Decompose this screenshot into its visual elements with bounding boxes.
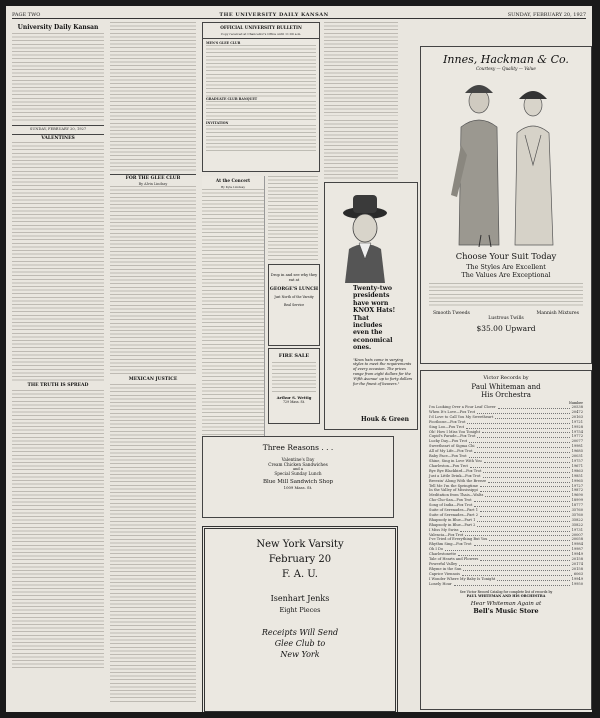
blue-mill-reason-3: Special Sunday Lunch [274,471,322,476]
editorial-heading-truth: THE TRUTH IS SPREAD [27,383,89,389]
record-title: Suite of Serenades—Part 1 [429,508,479,513]
bulletin-item-glee: MEN'S GLEE CLUB [206,41,241,45]
varsity-pieces: Eight Pieces [279,606,321,614]
georges-lead: Drop in and see why they eat at [270,273,318,282]
varsity-receipts-2: Glee Club to [274,639,326,648]
knox-headline: Twenty-two presidents have worn KNOX Hats! That includes even the economical ones. [353,285,396,352]
innes-tagline: Courtesy — Quality — Value [476,66,536,71]
record-title: Baby Face—Fox Trot [429,454,467,459]
innes-subhead-1: The Styles Are Excellent [466,263,546,271]
victor-footer-1: See Victor Record Catalog for complete list of records by [459,589,553,594]
record-title: Rhythm Sing—Fox Trot [429,542,472,547]
record-number: 19950 [571,581,583,586]
record-number: 35822 [571,517,583,522]
innes-fabric-2: Mannish Mixtures [536,311,579,316]
record-number: 19731 [571,527,583,532]
record-title: Oh! How I Miss You Tonight [429,429,481,434]
record-title: I Miss My Swiss [429,527,459,532]
record-number: 19949 [571,576,583,581]
heading-mexican-justice: MEXICAN JUSTICE [128,377,178,383]
fire-sale-address: 729 Mass. St. [282,400,306,404]
record-title: When It's Love—Fox Trot [429,409,476,414]
record-title: Lonely Hour [429,581,452,586]
record-row [429,582,583,587]
record-number: 19928 [571,424,583,429]
record-title: Shine, Sing in Love With You [429,458,482,463]
record-number: 18777 [571,503,583,508]
varsity-receipts-3: New York [280,650,320,659]
editorial-date: SUNDAY, FEBRUARY 20, 1927 [29,127,87,131]
bulletin-item-invitation: INVITATION [206,121,229,125]
record-title: In the Valley of Mississippi [429,488,478,493]
blue-mill-and: and a [292,467,304,471]
victor-records-ad [420,370,592,710]
georges-location: Just North of the Varsity [274,295,314,299]
innes-fabric-3: Lustrous Twills [488,316,524,321]
knox-hats-ad [324,182,418,430]
record-number: 19690 [571,493,583,498]
record-title: Rhapsody in Blue—Part 1 [429,517,476,522]
news-column [110,22,196,710]
record-title: Powerful Valley [429,562,458,566]
record-title: All of My Life—Fox Trot [429,449,473,454]
record-number: 19965 [571,478,583,483]
record-title: Sing Loo—Fox Trot [429,424,465,429]
record-title: Meditation from Thais—Waltz [429,493,484,498]
blue-mill-reason-1: Valentine's Day [281,457,315,462]
georges-name: GEORGE'S LUNCH [269,287,319,292]
record-number: 20158 [571,557,583,562]
news-column-right-2 [324,120,398,180]
fire-sale-merchant: Arthur S. Wettig [276,395,312,400]
record-title: Rhapsody in Blue—Part 2 [429,522,476,527]
record-title: Footloose—Fox Trot [429,419,466,424]
masthead-page: PAGE TWO [12,12,41,18]
blue-mill-name: Blue Mill Sandwich Shop [262,479,334,485]
blue-mill-reason-2: Cream Chicken Sandwiches [268,462,328,467]
record-number: 19757 [571,458,583,463]
victor-hear: Hear Whiteman Again at [470,600,542,607]
innes-headline: Choose Your Suit Today [455,251,557,261]
editorial-heading-valentines: VALENTINES [41,135,75,141]
record-title: I'd Love to Call You My Sweetheart [429,414,494,419]
record-number: 19772 [571,434,583,439]
record-number: 19685 [571,449,583,454]
record-number: 6063 [573,571,583,576]
record-number: 19727 [571,483,583,488]
record-number: 20538 [571,405,583,409]
record-title: Charlestonette [429,552,457,557]
record-number: 19754 [571,429,583,434]
record-number: 20158 [571,566,583,571]
victor-number-label: Number [568,401,583,405]
bulletin-title: OFFICIAL UNIVERSITY BULLETIN [220,25,302,30]
knox-quote: "Knox hats come in varying styles to meet the requirements of every occasion. The prices range from eight dollars for the 'Fifth Avenue' up to forty dollars for the finest of beavers." [353,357,413,386]
fashion-figures-illustration [421,75,591,247]
record-number: 35760 [571,508,583,513]
record-title: Tell Me I'm the Springtime [429,483,478,488]
news-column-right [324,22,398,116]
record-number: 20174 [571,562,583,566]
blue-mill-ad [202,436,394,518]
innes-fabric-1: Smooth Tweeds [433,311,470,316]
bulletin-subtitle: Copy received at Chancellor's Office until 11:00 a.m. [220,32,302,36]
byline-glee-club: By Alvin Lindsay [138,181,168,186]
varsity-title: New York Varsity [256,539,344,550]
varsity-date: February 20 [268,554,332,565]
record-title: I'm Looking Over a Four Leaf Clover [429,405,496,409]
record-title: Oh I Do [429,547,444,552]
record-number: 20007 [571,532,583,537]
record-list [429,405,583,587]
masthead-date: SUNDAY, FEBRUARY 20, 1927 [507,12,586,18]
record-number: 20472 [571,409,583,414]
innes-subhead-2: The Values Are Exceptional [461,271,551,279]
blue-mill-headline: Three Reasons . . . [262,443,334,452]
record-number: 19949 [571,552,583,557]
record-number: 19984 [571,542,583,547]
innes-brand: Innes, Hackman & Co. [443,53,569,66]
man-in-hat-illustration [325,183,417,283]
varsity-dance-ad [202,526,398,712]
record-number: 19851 [571,473,583,478]
fire-sale-ad [268,348,320,424]
record-number: 18999 [571,498,583,503]
record-title: Song of India—Fox Trot [429,503,473,508]
masthead [12,10,586,19]
record-number: 19671 [571,463,583,468]
news-brief [268,176,318,262]
record-title: Lucky Day—Fox Trot [429,439,468,444]
record-title: Valencia—Fox Trot [429,532,464,537]
heading-glee-club: FOR THE GLEE CLUB [125,176,181,181]
newspaper-page [6,6,592,712]
fire-sale-title: FIRE SALE [278,353,310,359]
knox-store: Houk & Green [360,416,410,423]
victor-store: Bell's Music Store [473,606,539,615]
varsity-receipts-1: Receipts Will Send [261,628,339,637]
concert-byline: By Kyle Lindsay [220,185,246,189]
editorial-column [12,22,104,710]
bulletin-item-banquet: GRADUATE CLUB BANQUET [206,97,258,101]
record-title: Cupid's Parade—Fox Trot [429,434,476,439]
record-number: 20058 [571,537,583,542]
record-number: 20163 [571,414,583,419]
record-title: I've Tried of Everything But You [429,537,488,542]
georges-lunch-ad [268,264,320,346]
paper-nameplate: University Daily Kansan [17,24,99,31]
record-title: Caprice Viennois [429,571,460,576]
record-title: I Wonder Where My Baby Is Tonight [429,576,496,581]
varsity-org: F. A. U. [281,569,318,580]
record-title: Breezin' Along With the Breeze [429,478,487,483]
record-number: 20077 [571,439,583,444]
record-number: 19863 [571,468,583,473]
victor-heading: Victor Records by [483,375,529,381]
record-title: Charleston—Fox Trot [429,463,468,468]
concert-title: At the Concert [215,178,251,183]
blue-mill-address: 1009 Mass. St. [283,485,313,490]
victor-artist: Paul Whiteman and [471,383,541,391]
innes-price: $35.00 Upward [476,324,536,333]
record-title: Bye Bye Blackbird—Fox Trot [429,468,482,473]
record-title: Cho-Cho-San—Fox Trot [429,498,472,503]
official-bulletin [202,22,320,172]
varsity-band: Isenhart Jenks [270,594,330,603]
record-title: Rhyme in the Sun [429,566,462,571]
masthead-title: THE UNIVERSITY DAILY KANSAN [219,12,329,18]
record-number: 19981 [571,444,583,449]
record-title: Tale of Hearts and Flowers [429,557,479,562]
record-title: Sweetheart of Sigma Chi [429,444,475,449]
record-number: 35822 [571,522,583,527]
innes-hackman-ad [420,46,592,364]
record-number: 20031 [571,454,583,459]
record-title: Suite of Serenades—Part 2 [429,512,479,517]
victor-footer-2: PAUL WHITEMAN AND HIS ORCHESTRA [466,593,546,598]
concert-review [202,176,265,446]
victor-artist-2: His Orchestra [481,391,531,399]
record-number: 19721 [571,419,583,424]
record-number: 19872 [571,488,583,493]
record-title: Just a Little Drink—Fox Trot [429,473,481,478]
record-number: 19987 [571,547,583,552]
record-number: 35760 [571,512,583,517]
georges-service: Real Service [283,303,305,307]
